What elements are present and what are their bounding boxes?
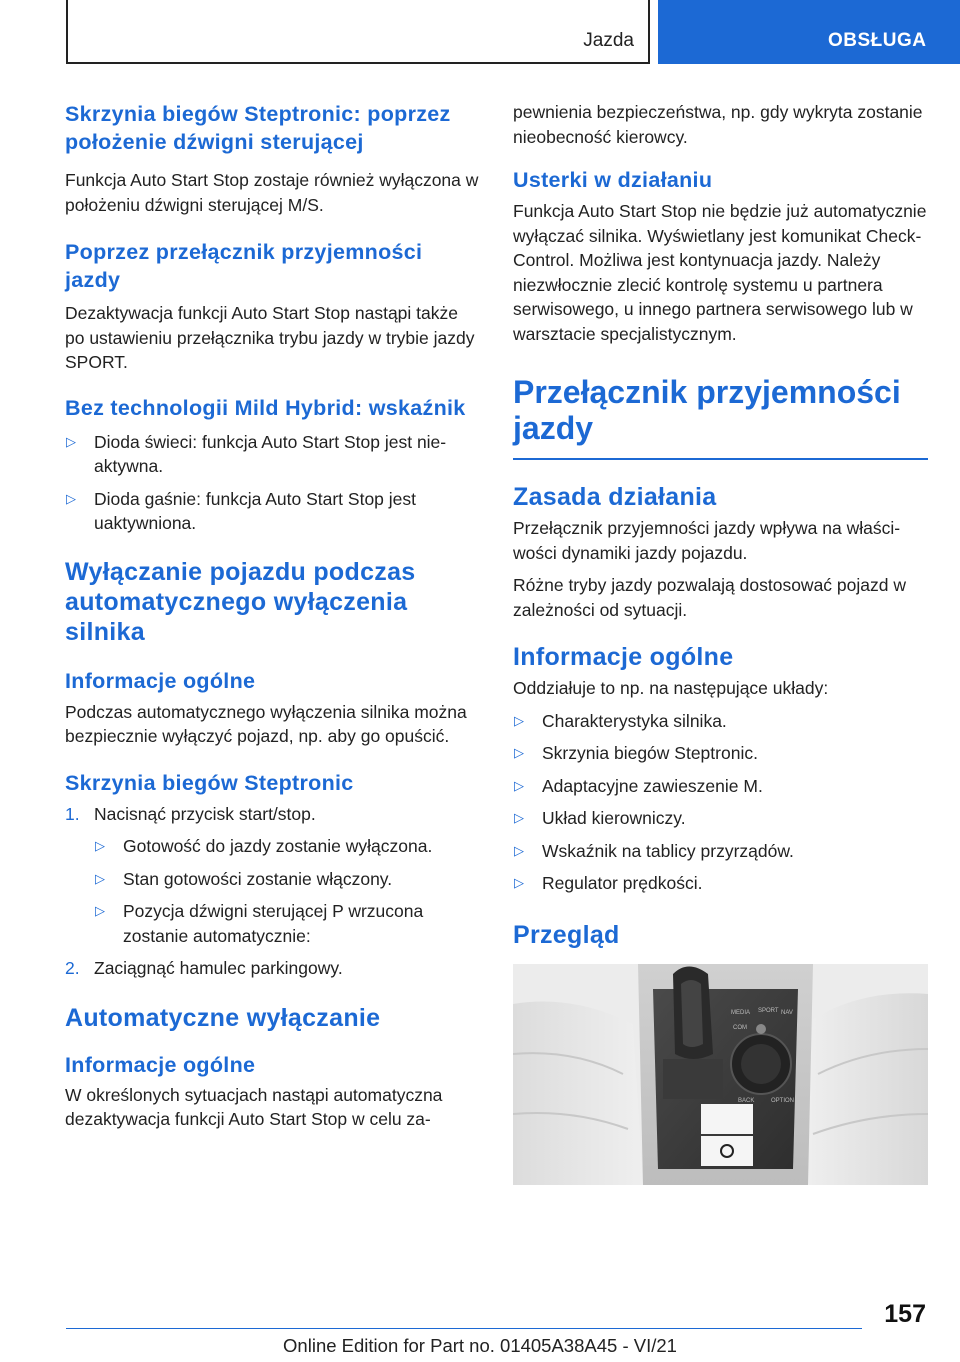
list-item: ▷ Charakterystyka silnika. [513, 709, 928, 734]
heading-no-mild-hybrid: Bez technologii Mild Hybrid: wskaźnik [65, 395, 466, 420]
triangle-bullet-icon: ▷ [514, 777, 524, 793]
numbered-step: 1. Nacisnąć przycisk start/stop. [65, 802, 480, 827]
right-column [513, 100, 928, 1185]
media-label: MEDIA [731, 1009, 751, 1016]
heading-driving-switch: Poprzez przełącznik przyjemności jazdy [65, 240, 423, 292]
heading-principle: Zasada działania [513, 483, 717, 511]
paragraph-principle-2: Różne tryby jazdy pozwalają dostosować pojazd w zależności od sytuacji. [513, 575, 906, 620]
paragraph-general-info-right: Oddziałuje to np. na następujące układy: [513, 678, 829, 698]
triangle-bullet-icon: ▷ [514, 810, 524, 825]
heading-general-info-2: Informacje ogólne [65, 1052, 256, 1077]
paragraph-continued: pewnienia bezpieczeństwa, np. gdy wykryta zostanie nieobecność kierowcy. [513, 102, 923, 147]
header-chapter-box [66, 0, 650, 64]
heading-general-info-right: Informacje ogólne [513, 643, 734, 671]
left-column [65, 100, 480, 1132]
sub-list-item: ▷ Gotowość do jazdy zostanie wyłączona. [65, 834, 480, 859]
heading-steptronic-lever: Skrzynia biegów Steptronic: poprzez położenie dźwigni sterującej [65, 102, 451, 154]
paragraph-faults: Funkcja Auto Start Stop nie będzie już automatycznie wyłączać silnika. Wyświetlany jest komunikat Check-Control. Możliwa jest kontynuacja jazdy. Należy niezwłocznie zlecić kontrolę systemu u partnera serwisowego, u innego partnera serwisowego lub w warsztacie specjalistycznym. [513, 201, 927, 344]
center-console-image [513, 964, 928, 1185]
step-number: 2. [65, 958, 80, 978]
triangle-bullet-icon: ▷ [95, 903, 105, 918]
heading-overview: Przegląd [513, 920, 620, 949]
heading-turn-off-vehicle: Wyłączanie pojazdu podczas automatycznego wyłączenia silnika [65, 557, 416, 646]
triangle-bullet-icon: ▷ [66, 433, 76, 449]
sub-list-item: ▷ Pozycja dźwigni sterującej P wrzucona zostanie automatycznie: [95, 901, 424, 946]
option-label: OPTION [771, 1097, 795, 1104]
numbered-step: 2. Zaciągnąć hamulec parkingowy. [65, 956, 480, 981]
triangle-bullet-icon: ▷ [95, 838, 105, 853]
paragraph-driving-switch: Dezaktywacja funkcji Auto Start Stop nastąpi także po ustawieniu przełącznika trybu jazdy w trybie jazdy SPORT. [65, 303, 475, 372]
section-tab[interactable]: OBSŁUGA [658, 0, 960, 64]
paragraph-principle-1: Przełącznik przyjemności jazdy wpływa na właściwości dynamiki jazdy pojazdu. [513, 518, 901, 563]
heading-driving-experience-switch: Przełącznik przyjemności jazdy [513, 374, 901, 446]
nav-label: NAV [781, 1009, 793, 1016]
paragraph-general-info: Podczas automatycznego wyłączenia silnika można bezpiecznie wyłączyć pojazd, np. aby go opuścić. [65, 701, 467, 746]
paragraph-steptronic-lever: Funkcja Auto Start Stop zostaje również wyłączona w położeniu dźwigni sterującej M/S. [65, 170, 479, 215]
triangle-bullet-icon: ▷ [66, 490, 76, 506]
chapter-title: Jazda [583, 30, 634, 51]
list-item: ▷ Adaptacyjne zawieszenie M. [513, 774, 928, 799]
back-label: BACK [738, 1097, 755, 1104]
list-item: ▷ Dioda gaśnie: funkcja Auto Start Stop jest uaktywniona. [66, 488, 416, 533]
heading-general-info: Informacje ogólne [65, 668, 256, 693]
paragraph-general-info-2: W określonych sytuacjach nastąpi automatyczna dezaktywacja funkcji Auto Start Stop w celu za- [65, 1084, 443, 1129]
list-item: ▷ Wskaźnik na tablicy przyrządów. [513, 839, 928, 864]
step-number: 1. [65, 803, 80, 824]
list-item: ▷ Dioda świeci: funkcja Auto Start Stop jest nieaktywna. [66, 431, 447, 476]
heading-steptronic: Skrzynia biegów Steptronic [65, 770, 354, 795]
heading-faults: Usterki w działaniu [513, 168, 713, 192]
heading-auto-off: Automatyczne wyłączanie [65, 1003, 381, 1032]
com-label: COM [733, 1024, 747, 1031]
page-number: 157 [884, 1300, 926, 1328]
sub-list-item: ▷ Stan gotowości zostanie włączony. [65, 867, 480, 892]
footer-divider [66, 1328, 862, 1329]
triangle-bullet-icon: ▷ [95, 870, 105, 886]
section-divider [513, 458, 928, 460]
triangle-bullet-icon: ▷ [514, 712, 524, 728]
list-item: ▷ Układ kierowniczy. [513, 806, 928, 831]
center-console-illustration [513, 964, 928, 1185]
triangle-bullet-icon: ▷ [514, 875, 524, 890]
sport-label: SPORT [758, 1007, 779, 1014]
list-item: ▷ Regulator prędkości. [513, 871, 928, 896]
triangle-bullet-icon: ▷ [514, 842, 524, 858]
triangle-bullet-icon: ▷ [514, 745, 524, 760]
list-item: ▷ Skrzynia biegów Steptronic. [513, 741, 928, 766]
footer-edition: Online Edition for Part no. 01405A38A45 - VI/21 [283, 1335, 677, 1356]
